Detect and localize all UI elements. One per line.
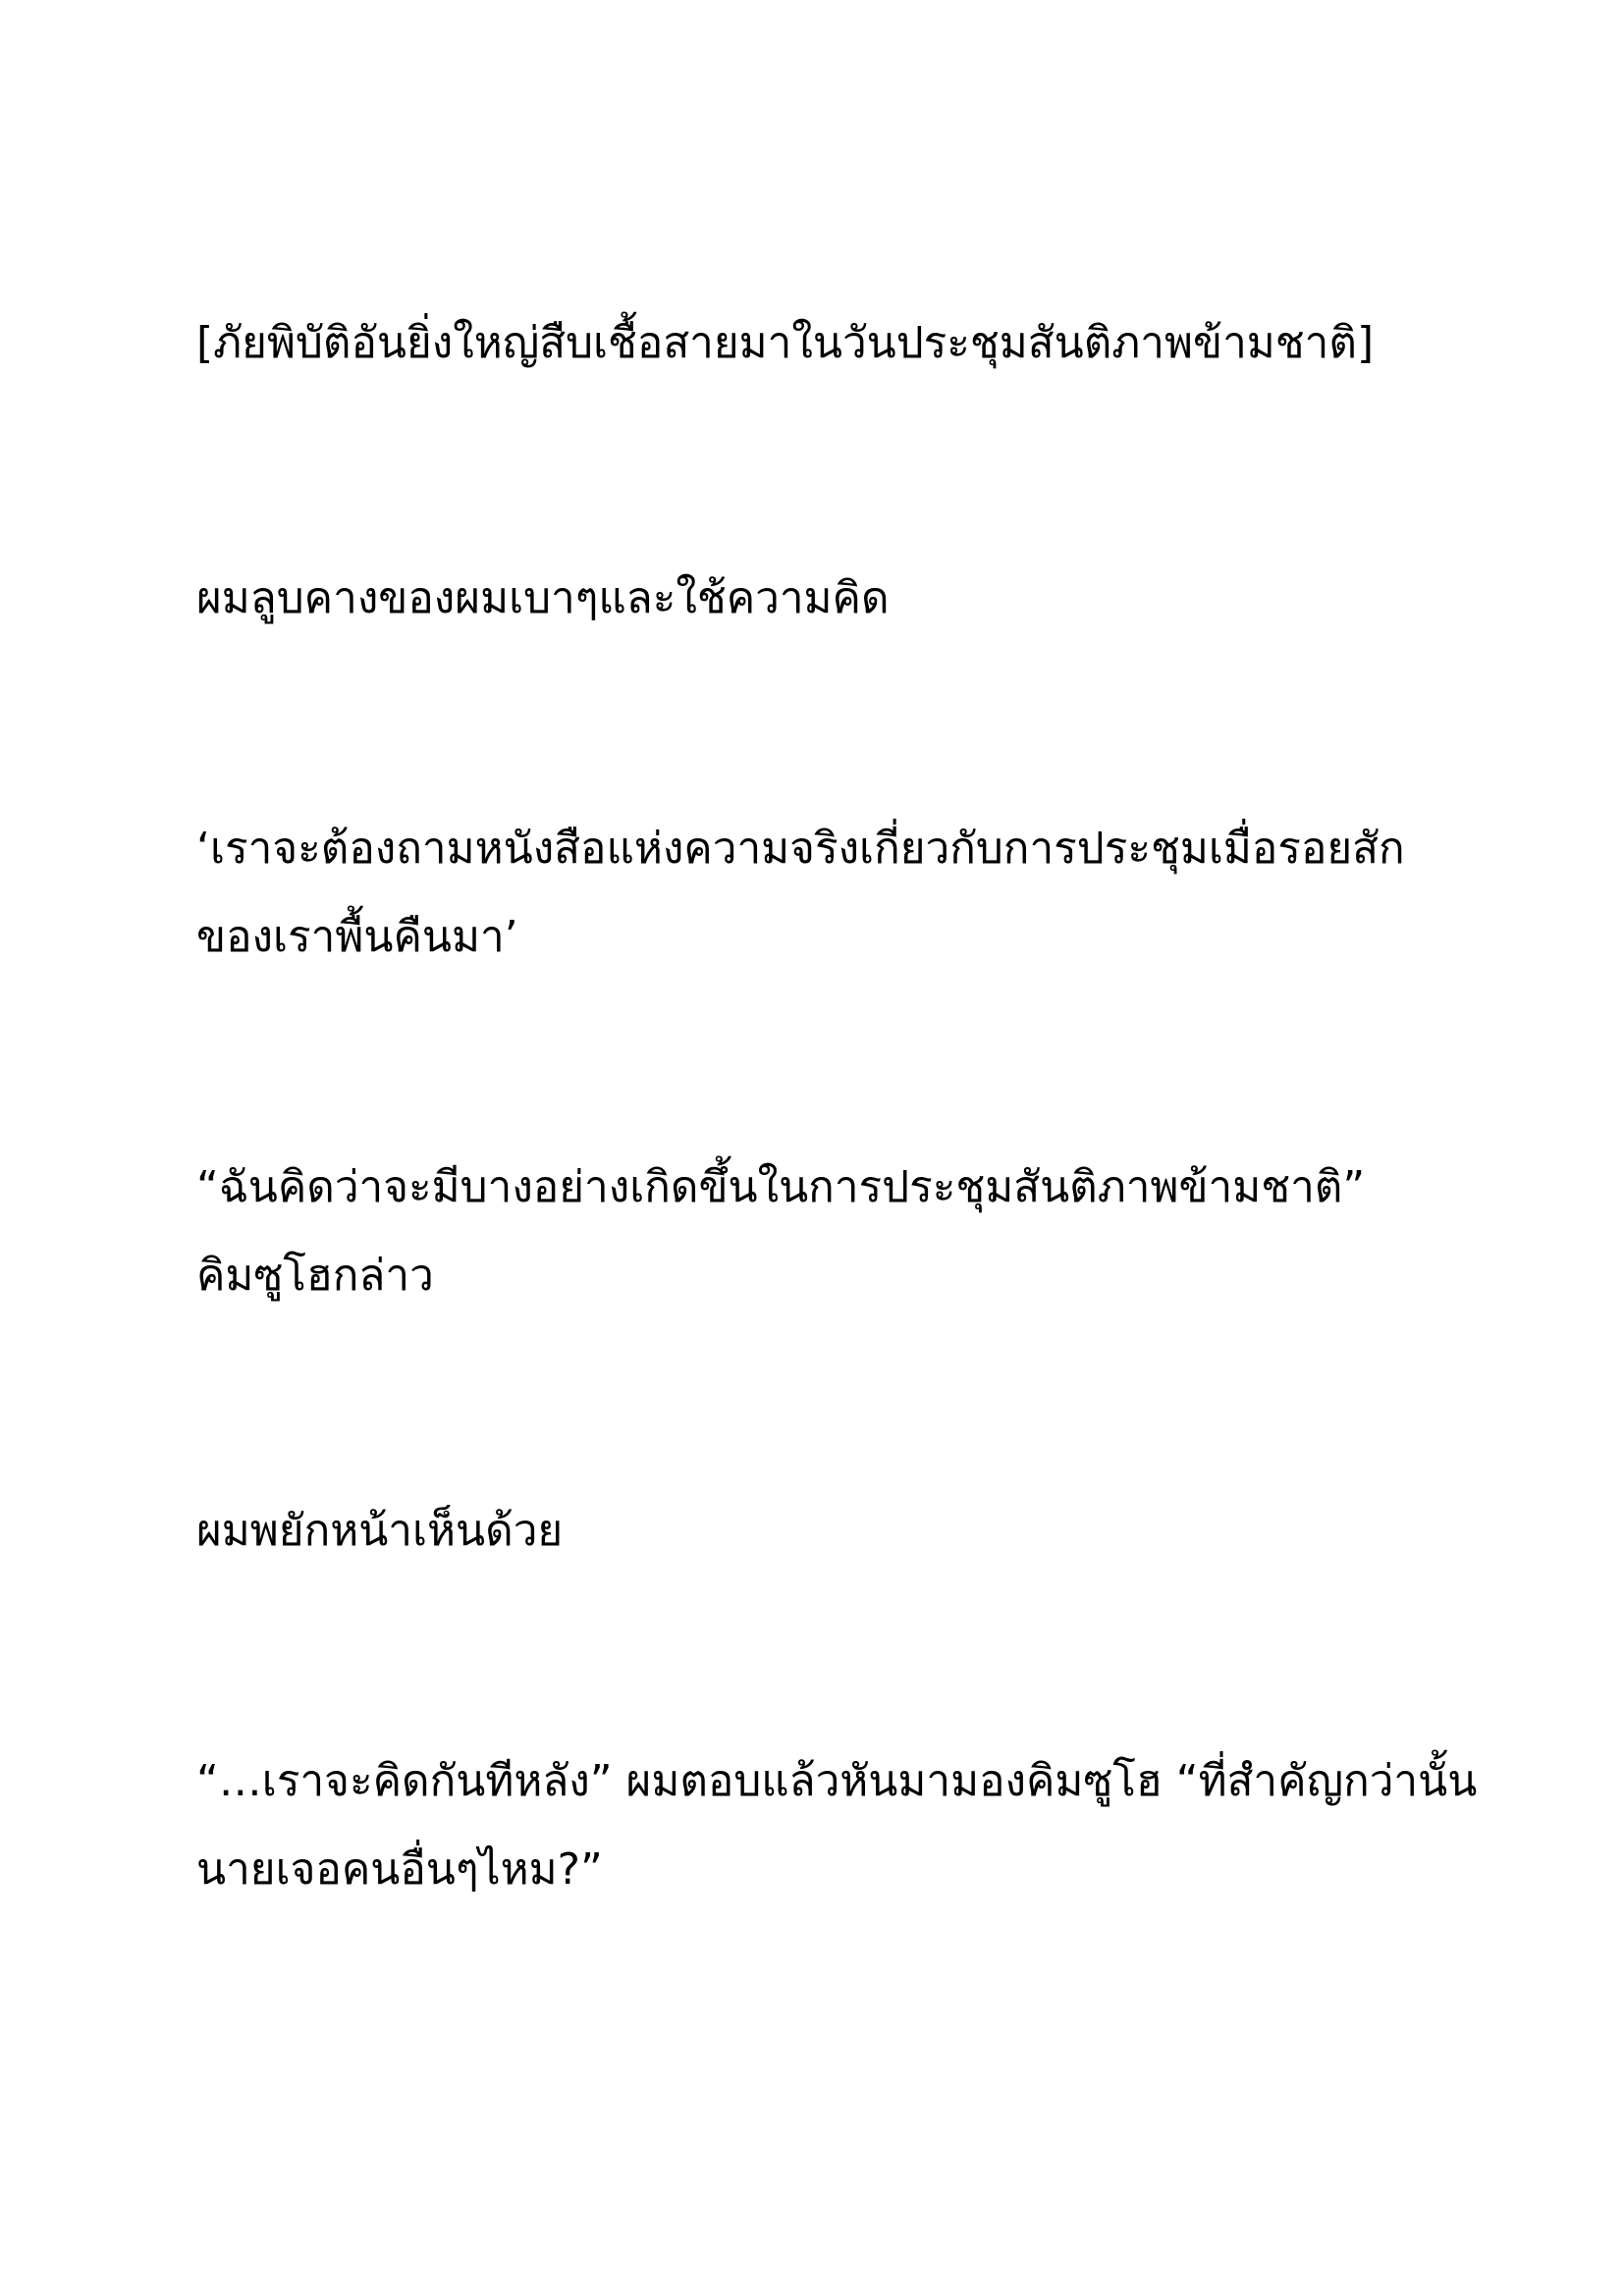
paragraph-line: ผมพยักหน้าเห็นด้วย [196, 1506, 564, 1556]
paragraph-line: ‘เราจะต้องถามหนังสือแห่งความจริงเกี่ยวกับการประชุมเมื่อรอยสัก [196, 824, 1405, 874]
chapter-heading: [ภัยพิบัติอันยิ่งใหญ่สืบเชื้อสายมาในวันประชุมสันติภาพข้ามชาติ] [196, 318, 1375, 368]
dialogue-line: “ฉันคิดว่าจะมีบางอย่างเกิดขึ้นในการประชุมสันติภาพข้ามชาติ” [196, 1162, 1366, 1212]
dialogue-line: “…เราจะคิดกันทีหลัง” ผมตอบแล้วหันมามองคิมซูโฮ “ที่สำคัญกว่านั้น [196, 1756, 1478, 1806]
dialogue-line: นายเจอคนอื่นๆไหม?” [196, 1844, 603, 1895]
paragraph-line: คิมซูโฮกล่าว [196, 1251, 434, 1301]
paragraph-line: ผมลูบคางของผมเบาๆและใช้ความคิด [196, 573, 890, 623]
paragraph-line: ของเราพื้นคืนมา’ [196, 912, 518, 962]
